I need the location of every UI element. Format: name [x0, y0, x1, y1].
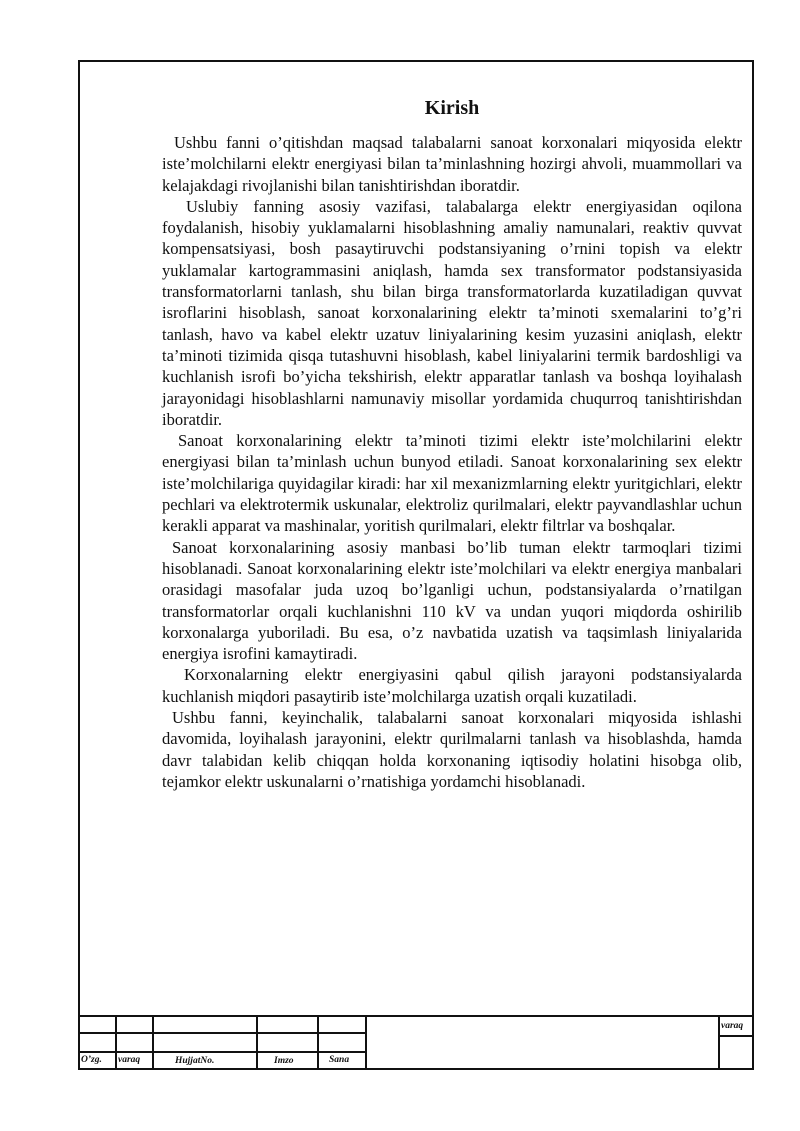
stamp-label-imzo: Imzo: [274, 1056, 294, 1066]
paragraph-1: [162, 132, 742, 196]
paragraph-6-text: Ushbu fanni, keyinchalik, talabalarni sanoat korxonalari miqyosida ishlashi davomida, loyihalash jarayonini, elektr qurilmalarni tanlash va hisoblashda, hamda davr talabidan kelib chiqqan holda korxonaning iqtisodiy holatini hisobga olib, tejamkor elektr uskunalarni o’rnatishiga yordamchi hisoblanadi.: [162, 708, 742, 791]
stamp-top-line: [78, 1015, 754, 1017]
paragraph-5-text: Korxonalarning elektr energiyasini qabul qilish jarayoni podstansiyalarda kuchlanish miqdori pasaytirib iste’molchilarga uzatish orqali kuzatiladi.: [162, 665, 742, 706]
paragraph-4: [162, 537, 742, 665]
paragraph-4-text: Sanoat korxonalarining asosiy manbasi bo’lib tuman elektr tarmoqlari tizimi hisoblanadi. Sanoat korxonalarining elektr iste’molchilari va elektr energiya manbalari orasidagi masofalar juda uzoq bo’lganligi uchun, podstansiyalarda o’rnatilgan transformatorlar orqali kuchlanishni 110 kV va undan yuqori miqdorda oshirilib korxonalarga yuboriladi. Bu esa, o’z navbatida uzatish va taqsimlash liniyalarida energiya isrofini kamaytiradi.: [162, 537, 742, 664]
stamp-label-sheet: varaq: [721, 1021, 744, 1031]
stamp-col-line-5: [365, 1015, 367, 1070]
stamp-label-sana: Sana: [329, 1055, 350, 1065]
stamp-row-line-1: [78, 1032, 366, 1034]
stamp-label-ozg: O’zg.: [81, 1055, 102, 1065]
stamp-sheet-box-line: [718, 1015, 720, 1070]
page-title: Kirish: [424, 97, 480, 119]
title-block-stamp: [78, 1015, 754, 1070]
paragraph-3: [162, 430, 742, 536]
stamp-label-varaq: varaq: [118, 1055, 141, 1065]
stamp-row-line-2: [78, 1051, 366, 1053]
stamp-label-hujjat: HujjatNo.: [175, 1056, 215, 1066]
stamp-col-line-2: [152, 1015, 154, 1070]
paragraph-1-text: Ushbu fanni o’qitishdan maqsad talabalarni sanoat korxonalari miqyosida elektr iste’molchilarni elektr energiyasi bilan ta’minlashning hozirgi ahvoli, muammollari va kelajakdagi rivojlanishi bilan tanishtirishdan iboratdir.: [162, 133, 742, 195]
stamp-col-line-3: [256, 1015, 258, 1070]
stamp-col-line-4: [317, 1015, 319, 1070]
paragraph-2: [162, 196, 742, 430]
paragraph-3-text: Sanoat korxonalarining elektr ta’minoti tizimi elektr iste’molchilarini elektr energiyasi bilan ta’minlash uchun bunyod etiladi. Sanoat korxonalarining sex elektr iste’molchilariga quyidagilar kiradi: har xil mexanizmlarning elektr yuritgichlari, elektr pechlari va elektrotermik uskunalar, elektroliz qurilmalari, elektr payvandlashlar uchun kerakli apparat va mashinalar, yoritish qurilmalari, elektr filtrlar va boshqalar.: [162, 431, 742, 536]
paragraph-2-text: Uslubiy fanning asosiy vazifasi, talabalarga elektr energiyasidan oqilona foydalanish, hisobiy yuklamalarni hisoblashning amaliy namunalari, reaktiv quvvat kompensatsiyasi, bosh pasaytiruvchi podstansiyaning o’rnini topish va elektr yuklamalar kartogrammasini aniqlash, hamda sex transformator podstansiyasida transformatorlarni tanlash, shu bilan birga transformatorlarda kuzatiladigan quvvat isroflarini hisoblash, sanoat korxonalarining elektr ta’minoti sxemalarini to’g’ri tanlash, havo va kabel elektr uzatuv liniyalarining kesim yuzasini aniqlash, elektr ta’minoti tizimida qisqa tutashuvni hisoblash, kabel liniyalarini termik bardoshligi va kuchlanish isrofi bo’yicha tekshirish, elektr apparatlar tanlash va boshqa loyihalash jarayonidagi hisoblashlarni namunaviy misollar yordamida chuqurroq tanishtirishdan iboratdir.: [162, 196, 742, 429]
paragraph-5: [162, 664, 742, 707]
stamp-sheet-divider: [718, 1035, 754, 1037]
paragraph-6: [162, 707, 742, 792]
stamp-col-line-1: [115, 1015, 117, 1070]
document-body: [162, 96, 742, 792]
